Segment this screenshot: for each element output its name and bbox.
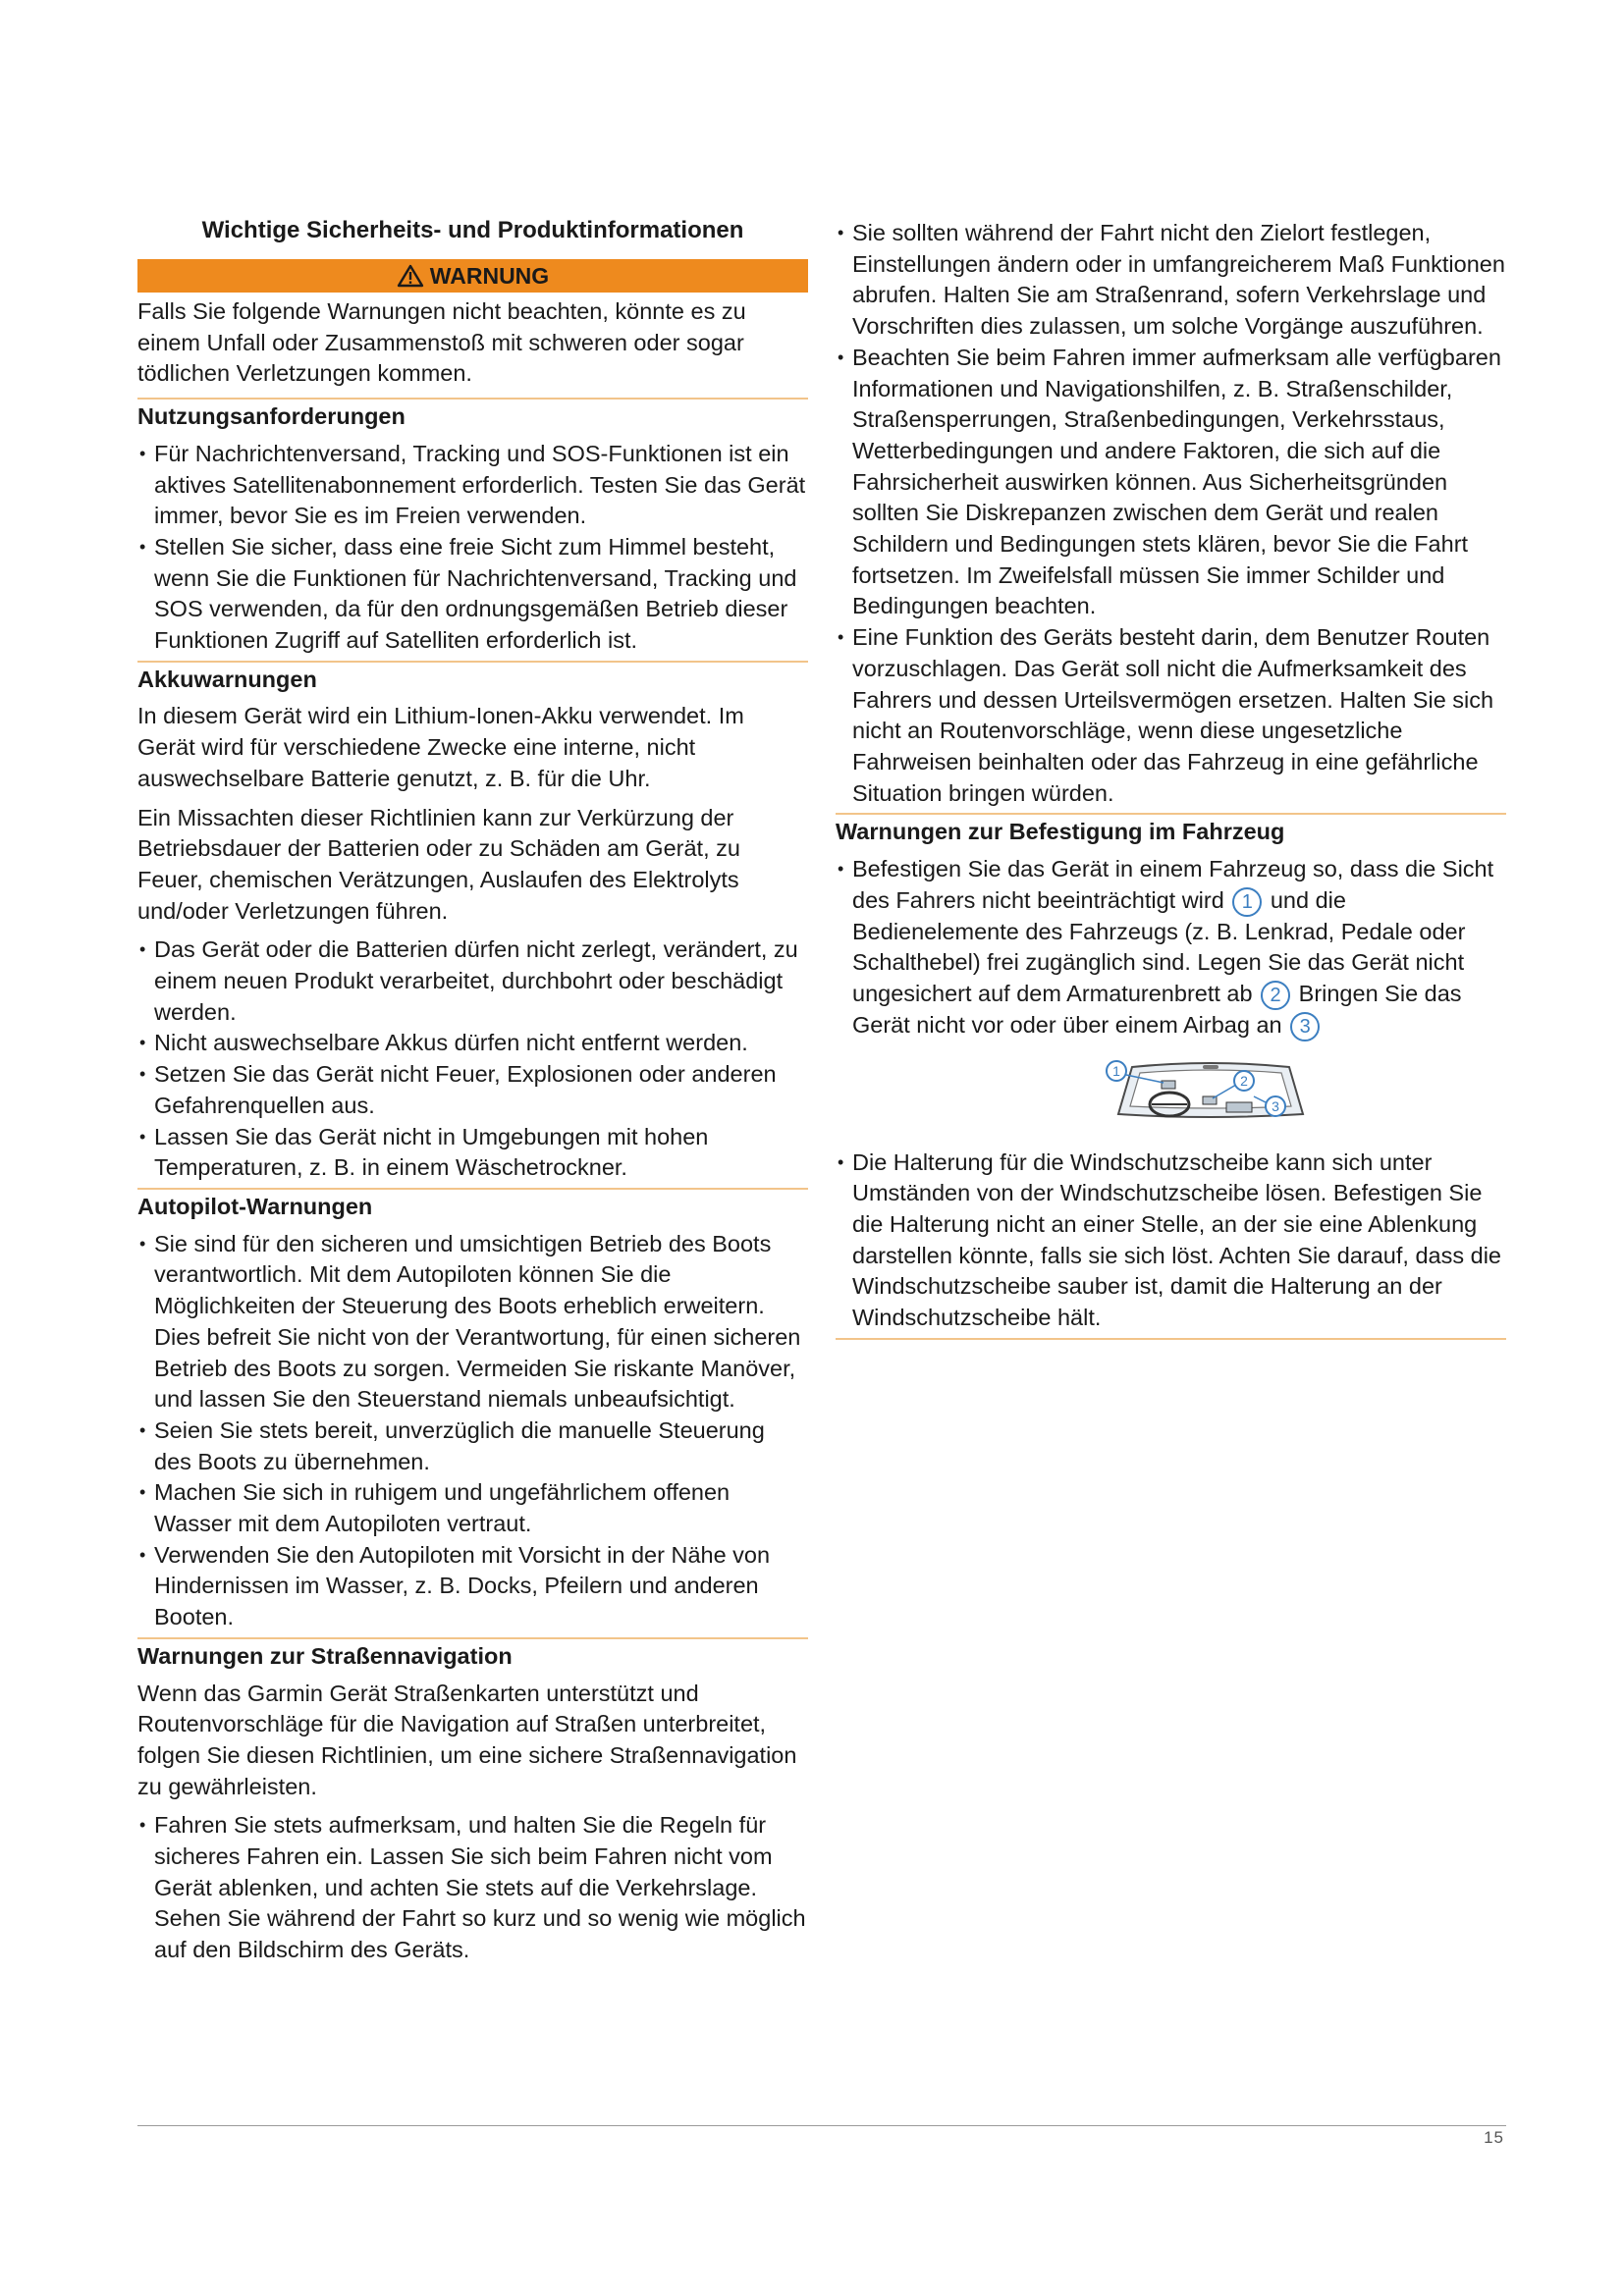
list-item: • Sie sind für den sicheren und umsichtigen Betrieb des Boots verantwortlich. Mit dem Autopiloten können Sie die Möglichkeiten der Steuerung des Boots erheblich erweitern. Dies befreit Sie nicht von der Verantwortung, für einen sicheren Betrieb des Boots zu sorgen. Vermeiden Sie riskante Manöver, und lassen Sie den Steuerstand niemals unbeaufsichtigt.	[137, 1229, 808, 1415]
section-heading: Autopilot-Warnungen	[137, 1193, 373, 1219]
list-item: • Sie sollten während der Fahrt nicht den Zielort festlegen, Einstellungen ändern oder in umfangreicherem Maß Funktionen abrufen. Halten Sie am Straßenrand, sofern Verkehrslage und Vorschriften dies zulassen, um solche Vorgänge auszuführen.	[836, 218, 1506, 343]
list-item: • Eine Funktion des Geräts besteht darin, dem Benutzer Routen vorzuschlagen. Das Gerät soll nicht die Aufmerksamkeit des Fahrers und dessen Urteilsvermögen ersetzen. Halten Sie sich nicht an Routenvorschläge, wenn diese ungesetzliche Fahrweisen beinhalten oder das Fahrzeug in eine gefährliche Situation bringen würden.	[836, 622, 1506, 809]
car-dashboard-illustration	[1093, 1059, 1328, 1130]
page-number: 15	[1484, 2128, 1504, 2147]
left-column	[137, 214, 808, 1970]
list-item: • Verwenden Sie den Autopiloten mit Vorsicht in der Nähe von Hindernissen im Wasser, z. B. Docks, Pfeilern und anderen Booten.	[137, 1540, 808, 1633]
list-item: • Machen Sie sich in ruhigem und ungefährlichem offenen Wasser mit dem Autopiloten vertraut.	[137, 1477, 808, 1539]
section-road	[137, 1637, 808, 1966]
callout-3-icon: 3	[1290, 1012, 1320, 1041]
svg-text:2: 2	[1239, 1072, 1248, 1089]
warning-triangle-icon	[397, 264, 424, 288]
list-item: • Fahren Sie stets aufmerksam, und halten Sie die Regeln für sicheres Fahren ein. Lassen Sie sich beim Fahren nicht vom Gerät ablenken, und achten Sie stets auf die Verkehrslage. Sehen Sie während der Fahrt so kurz und so wenig wie möglich auf den Bildschirm des Geräts.	[137, 1810, 808, 1966]
callout-1-icon: 1	[1232, 887, 1262, 917]
list-item: • Das Gerät oder die Batterien dürfen nicht zerlegt, verändert, zu einem neuen Produkt verarbeitet, durchbohrt oder beschädigt werden.	[137, 934, 808, 1028]
list-item: • Befestigen Sie das Gerät in einem Fahrzeug so, dass die Sicht des Fahrers nicht beeinträchtigt wird 1 und die Bedienelemente des Fahrzeugs (z. B. Lenkrad, Pedale oder Schalthebel) frei zugänglich sind. Legen Sie das Gerät nicht ungesichert auf dem Armaturenbrett ab 2 Bringen Sie das Gerät nicht vor oder über einem Airbag an 3	[836, 854, 1506, 1041]
list-item: • Lassen Sie das Gerät nicht in Umgebungen mit hohen Temperaturen, z. B. in einem Wäschetrockner.	[137, 1122, 808, 1184]
paragraph: Ein Missachten dieser Richtlinien kann zur Verkürzung der Betriebsdauer der Batterien oder zu Schäden am Gerät, zu Feuer, chemischen Verätzungen, Auslaufen des Elektrolyts und/oder Verletzungen führen.	[137, 804, 740, 924]
footer-rule	[137, 2125, 1506, 2126]
page-title: Wichtige Sicherheits- und Produktinformationen	[201, 217, 744, 243]
section-mount	[836, 813, 1506, 1339]
svg-text:3: 3	[1271, 1097, 1279, 1114]
callout-2-icon: 2	[1261, 981, 1290, 1010]
warning-banner	[137, 259, 808, 293]
list-item: • Nicht auswechselbare Akkus dürfen nicht entfernt werden.	[137, 1028, 808, 1059]
section-battery	[137, 661, 808, 1184]
section-usage	[137, 398, 808, 657]
section-heading: Akkuwarnungen	[137, 666, 317, 692]
list-item: • Die Halterung für die Windschutzscheibe kann sich unter Umständen von der Windschutzscheibe lösen. Befestigen Sie die Halterung nicht an einer Stelle, an der sie eine Ablenkung darstellen könnte, falls sie sich löst. Achten Sie darauf, dass die Windschutzscheibe sauber ist, damit die Halterung an der Windschutzscheibe hält.	[836, 1148, 1506, 1334]
right-column	[836, 218, 1506, 1340]
list-item: • Stellen Sie sicher, dass eine freie Sicht zum Himmel besteht, wenn Sie die Funktionen für Nachrichtenversand, Tracking und SOS verwenden, da für den ordnungsgemäßen Betrieb dieser Funktionen Zugriff auf Satelliten erforderlich ist.	[137, 532, 808, 657]
list-item: • Seien Sie stets bereit, unverzüglich die manuelle Steuerung des Boots zu übernehmen.	[137, 1415, 808, 1477]
paragraph: Wenn das Garmin Gerät Straßenkarten unterstützt und Routenvorschläge für die Navigation auf Straßen unterbreitet, folgen Sie diesen Richtlinien, um eine sichere Straßennavigation zu gewährleisten.	[137, 1680, 797, 1799]
section-end-rule	[836, 1338, 1506, 1340]
dashboard-figure	[836, 1059, 1506, 1130]
svg-text:1: 1	[1111, 1062, 1120, 1079]
list-item: • Setzen Sie das Gerät nicht Feuer, Explosionen oder anderen Gefahrenquellen aus.	[137, 1059, 808, 1121]
section-heading: Warnungen zur Straßennavigation	[137, 1642, 513, 1669]
list-item: • Für Nachrichtenversand, Tracking und SOS-Funktionen ist ein aktives Satellitenabonnement erforderlich. Testen Sie das Gerät immer, bevor Sie es im Freien verwenden.	[137, 439, 808, 532]
section-heading: Warnungen zur Befestigung im Fahrzeug	[836, 819, 1285, 845]
list-item: • Beachten Sie beim Fahren immer aufmerksam alle verfügbaren Informationen und Navigationshilfen, z. B. Straßenschilder, Straßensperrungen, Straßenbedingungen, Verkehrsstaus, Wetterbedingungen und andere Faktoren, die sich auf die Fahrsicherheit auswirken können. Aus Sicherheitsgründen sollten Sie Diskrepanzen zwischen dem Gerät und realen Schildern und Bedingungen stets klären, bevor Sie die Fahrt fortsetzen. Im Zweifelsfall müssen Sie immer Schilder und Bedingungen beachten.	[836, 343, 1506, 622]
section-heading: Nutzungsanforderungen	[137, 403, 406, 430]
section-autopilot	[137, 1188, 808, 1633]
intro-paragraph: Falls Sie folgende Warnungen nicht beachten, könnte es zu einem Unfall oder Zusammenstoß mit schweren oder sogar tödlichen Verletzungen kommen.	[137, 298, 746, 387]
warning-label: WARNUNG	[429, 263, 550, 289]
paragraph: In diesem Gerät wird ein Lithium-Ionen-Akku verwendet. Im Gerät wird für verschiedene Zwecke eine interne, nicht auswechselbare Batterie genutzt, z. B. für die Uhr.	[137, 703, 744, 791]
